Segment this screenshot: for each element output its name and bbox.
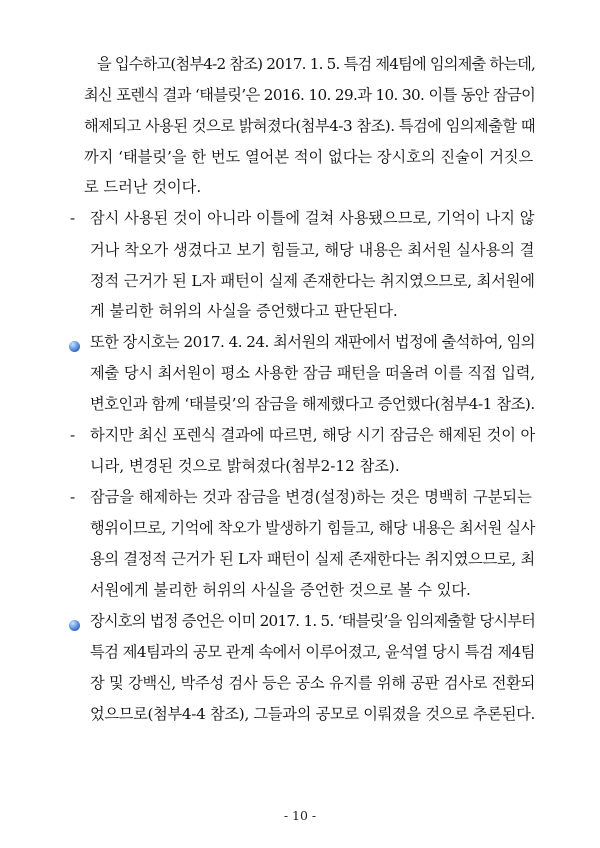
line-text: 장 및 강백신, 박주성 검사 등은 공소 유지를 위해 공판 검사로 전환되 bbox=[90, 674, 536, 692]
line-text: 잠금을 해제하는 것과 잠금을 변경(설정)하는 것은 명백히 구분되는 bbox=[90, 488, 532, 506]
dash-marker: - bbox=[70, 426, 76, 444]
line-text: 행위이므로, 기억에 착오가 발생하기 힘들고, 해당 내용은 최서원 실사 bbox=[90, 519, 536, 537]
line-text: 로 드러난 것이다. bbox=[84, 178, 202, 196]
text-line bbox=[0, 637, 600, 667]
text-line bbox=[0, 451, 600, 481]
line-text: 까지 ‘태블릿’을 한 번도 열어본 적이 없다는 장시호의 진술이 거짓으 bbox=[84, 148, 534, 166]
line-text: 제출 당시 최서원이 평소 사용한 잠금 패턴을 떠올려 이를 직접 입력, bbox=[90, 364, 536, 382]
text-line bbox=[0, 668, 600, 698]
text-line bbox=[0, 142, 600, 172]
line-text: 해제되고 사용된 것으로 밝혀졌다(첨부4-3 참조). 특검에 임의제출할 때 bbox=[84, 117, 536, 135]
text-line bbox=[0, 296, 600, 326]
text-line bbox=[0, 235, 600, 265]
text-line bbox=[0, 699, 600, 729]
line-text: 변호인과 함께 ‘태블릿’의 잠금을 해제했다고 증언했다(첨부4-1 참조). bbox=[90, 395, 535, 413]
text-line bbox=[0, 266, 600, 296]
text-line bbox=[0, 389, 600, 419]
line-text: 용의 결정적 근거가 된 L자 패턴이 실제 존재한다는 취지였으므로, 최 bbox=[90, 550, 535, 568]
text-line bbox=[0, 420, 600, 450]
line-text: 하지만 최신 포렌식 결과에 따르면, 해당 시기 잠금은 해제된 것이 아 bbox=[90, 426, 536, 444]
dash-marker: - bbox=[70, 488, 76, 506]
page-number: - 10 - bbox=[283, 808, 317, 823]
line-text: 을 입수하고(첨부4-2 참조) 2017. 1. 5. 특검 제4팀에 임의제출 하는데, bbox=[97, 55, 536, 73]
line-text: 장시호의 법정 증언은 이미 2017. 1. 5. ‘태블릿’을 임의제출할 당시부터 bbox=[90, 612, 536, 630]
text-line bbox=[0, 172, 600, 202]
text-line bbox=[0, 203, 600, 233]
line-text: 거나 착오가 생겼다고 보기 힘들고, 해당 내용은 최서원 실사용의 결 bbox=[90, 241, 535, 259]
text-line bbox=[0, 80, 600, 110]
line-text: 서원에게 불리한 허위의 사실을 증언한 것으로 볼 수 있다. bbox=[90, 581, 471, 599]
text-line bbox=[0, 482, 600, 512]
text-line bbox=[0, 49, 600, 79]
text-line bbox=[0, 544, 600, 574]
text-line bbox=[0, 327, 600, 357]
text-line bbox=[0, 575, 600, 605]
line-text: 정적 근거가 된 L자 패턴이 실제 존재한다는 취지였으므로, 최서원에 bbox=[90, 272, 535, 290]
line-text: 또한 장시호는 2017. 4. 24. 최서원의 재판에서 법정에 출석하여, 임의 bbox=[90, 333, 536, 351]
line-text: 게 불리한 허위의 사실을 증언했다고 판단된다. bbox=[90, 302, 398, 320]
line-text: 잠시 사용된 것이 아니라 이틀에 걸쳐 사용됐으므로, 기억이 나지 않 bbox=[90, 209, 535, 227]
text-line bbox=[0, 606, 600, 636]
line-text: 특검 제4팀과의 공모 관계 속에서 이루어졌고, 윤석열 당시 특검 제4팀 bbox=[90, 643, 536, 661]
text-line bbox=[0, 358, 600, 388]
line-text: 니라, 변경된 것으로 밝혀졌다(첨부2-12 참조). bbox=[90, 457, 400, 475]
text-line bbox=[0, 111, 600, 141]
line-text: 최신 포렌식 결과 ‘태블릿’은 2016. 10. 29.과 10. 30. 이틀 동안 잠금이 bbox=[84, 86, 536, 104]
text-line bbox=[0, 513, 600, 543]
line-text: 었으므로(첨부4-4 참조), 그들과의 공모로 이뤄졌을 것으로 추론된다. bbox=[90, 705, 536, 723]
dash-marker: - bbox=[70, 209, 76, 227]
